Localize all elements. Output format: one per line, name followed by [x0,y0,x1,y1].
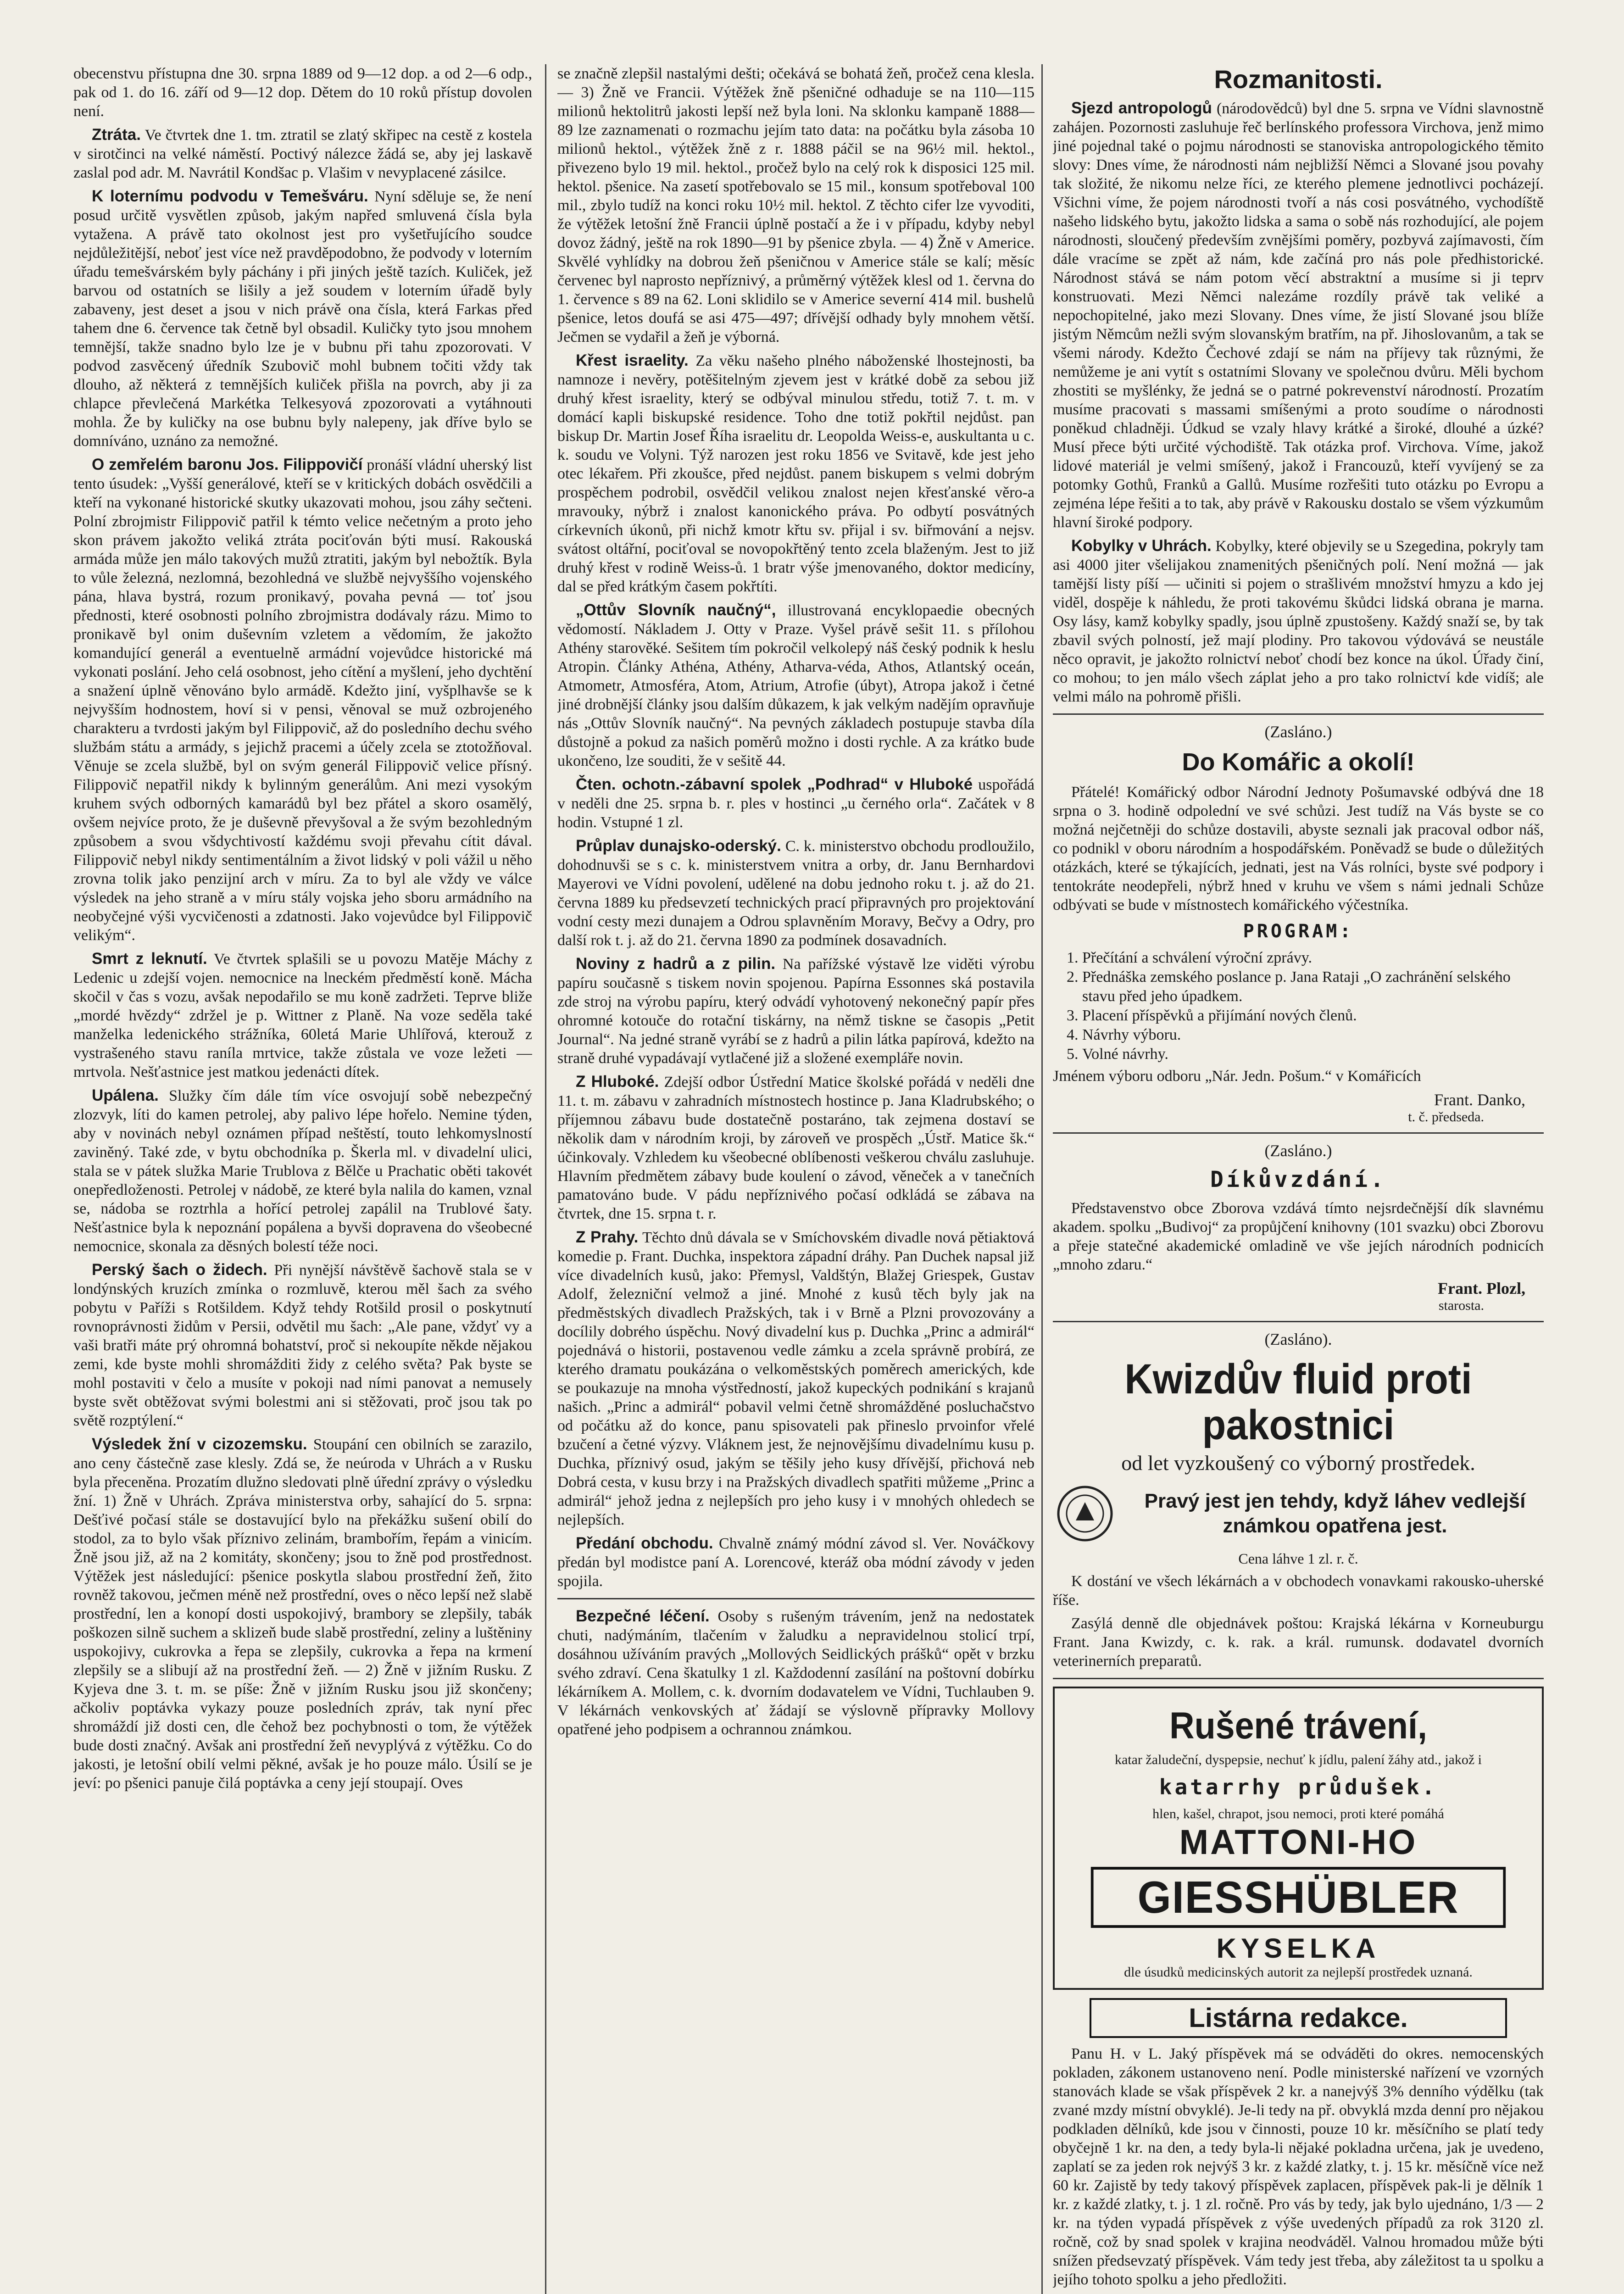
dikuvzdani-text: Představenstvo obce Zborova vzdává tímto nejsrdečnější dík slavnému akadem. spolku „Budivoj“ za propůjčení knihovny (101 svazku) obci Zborovu a přeje statečné akademické omladině ve vše jejích národních podnicích „mnoho zdaru.“ [1053,1200,1544,1273]
article-upalena: Upálena. Služky čím dále tím více osvojují sobě nebezpečný zlozvyk, líti do kamen petrolej, aby palivo lépe hořelo. Nemine týden, aby v novinách nebyl oznámen případ neštěstí, touto lehkomyslností zaviněný. Také zde, v bytu obchodníka p. Škerla ml. v divadelní ulici, stala se v pátek služka Marie Trublova z Bělče u Prachatic oběti takovét onepředloženosti. Petrolej v nádobě, ze které byla nalila do kamen, vznal se, nádoba se roztrhla a hořící petrolej zapálil na Trublové šaty. Nešťastnice byla k nepoznání popálena a byvši dopravena do všeobecné nemocnice, skonala za děsných bolestí téže noci. [73,1086,532,1255]
article-loterie: K loternímu podvodu v Temešváru. Nyní sděluje se, že není posud určitě vysvětlen způsob, jakým napřed smluvená čísla byla vytažena. A právě tato okolnost jest pro vyšetřujícího soudce nejdůležitější, neboť jest více než pravděpodobno, že podvody v loterním úřadu temešvárském byly páchány i při jiných ještě tazích. Kuliček, jež barvou od ostatních se lišily a jež soudem v loterním úřadě byly zabaveny, jest deset a jsou v nich právě ona čísla, která Farkas před tahem dne 6. července tak četně byl obsadil. Kuličky tyto jsou mnohem temnější, takže snadno bylo lze je v bubnu při tahu zpozorovati. V podvod zasvěcený úředník Szubovič mohl bubnem točiti vždy tak dlouho, až některá z temnějších kuliček přišla na povrch, aby ji za chlapce převlečená Markétka Telkesyová zpozorovati a vytáhnouti mohla. Že by kuličky na ose bubnu byly nalepeny, jak dříve bylo se domníváno, uznáno za nemožné. [73,187,532,450]
mattoni-brand: MATTONI-HO [1179,1823,1418,1862]
divider [1053,713,1544,715]
dikuvzdani-role: starosta. [1438,1298,1484,1313]
article-pruplav: Průplav dunajsko-oderský. C. k. ministerstvo obchodu prodloužilo, dohodnuvši se s c. k. ministerstvem vnitra a orby, dr. Janu Bernhardovi Mayerovi ve Vídni povolení, udělené na dobu jednoho roku t. j. až do 21. června 1889 ku předsevzetí technických prací připravných pro projektování vodní cesty mezi dunajem a Odrou splavněním Moravy, Bečvy a Odry, pro další rok t. j. až do 21. června 1890 za podmínek dosavadních. [557,837,1034,949]
zaslano-label: (Zasláno). [1264,1330,1332,1348]
article-zne-cont: se značně zlepšil nastalými dešti; očekává se bohatá žeň, pročež cena klesla. — 3) Žně ve Francii. Výtěžek žně pšeničné odhaduje se na 110—115 milionů hektolitrů jakosti lepší než byla loni. Na sklonku kampaně 1888—89 lze zaznamenati o rozmachu jejím tato data: na počátku byla zásoba 10 milionů hektol., výtěžek žně z r. 1888 páčil se na 96½ mil. hektol., přivezeno bylo 19 mil. hektol., pročež bylo na celý rok k disposici 125 mil. hektol. pšenice. Na zasetí spotřebovalo se 15 mil., konsum spotřeboval 100 mil., zbylo tudíž na konci roku 10½ mil. hektol. Z těchto cifer lze vyvoditi, že výtěžek letošní žně Francii úplně postačí a že i v případu, kdyby nebyl dovoz žádný, ještě na rok 1890—91 by pšenice zbyla. — 4) Žně v Americe. Skvělé vyhlídky na dobrou žeň pšeničnou v Americe stále se kalí; měsíc červenec byl naprosto nepříznivý, a průměrný výtěžek klesl od 1. června do 1. července s 89 na 62. Loni sklidilo se v Americe severní 414 mil. bushelů pšenice, letos doufá se asi 475—497; dřívější odhady byly mnohem větší. Ječmen se vydařil a žeň je výborná. [557,65,1034,345]
section-title-rozmanitosti: Rozmanitosti. [1214,65,1383,94]
listarna-text: Panu H. v L. Jaký příspěvek má se odváděti do okres. nemocenských pokladen, zákonem ustanoveno není. Podle ministerské nařízení ve vzorných stanovách klade se však příspěvek 2 kr. a nanejvýš 3% denního výdělku (tak zvané mzdy místní obvyklé). Je-li tedy na př. obvyklá mzda denní pro nějakou podkladen dělníků, kde jsou v činnosti, pouze 10 kr. měsíčního se platí tedy obyčejně 1 kr. na den, a tedy byla-li nějaké pokladna určena, jak je uvedeno, zaplatí se za jeden rok nejvýš 3 kr. z každé zlatky, t. j. 15 kr. měsíčně více než 60 kr. Zajistě by tedy takový příspěvek zaplacen, příspěvek pak-li je dělník 1 kr. z každé zlatky, t. j. 1 zl. ročně. Pro vás by tedy, jak bylo ujednáno, 1/3 — 2 kr. na týden vypadá příspěvek z výše uvedených případů za rok 3120 zl. ročně, což by snad spolek v krajina neodváděl. Valnou hromadou může býti snížen předsevzatý příspěvek. Vám tedy jest třeba, aby záležitost ta u spolku a jejího tohoto spolku a jeho předložiti. [1053,2045,1544,2288]
column-rule-2 [1041,64,1043,2294]
article-zne: Výsledek žní v cizozemsku. Stoupání cen obilních se zarazilo, ano ceny částečně zase klesly. Zdá se, že neúroda v Uhrách a v Rusku byla přeceněna. Prozatím dlužno sledovati plně úřední zprávy o výsledku žní. 1) Žně v Uhrách. Zpráva ministerstva orby, sahající do 5. srpna: Dešťivé počasí stále se dostavující bylo na překážku sušení obilí do stodol, za to bylo však příznivo zelinám, brambořím, řepám a vinicím. Žně jsou již, až na 2 komitáty, skončeny; jsou to žně pod prostřednost. Výtěžek jest následující: pšenice poskytla slabou prostřední žeň, žito rovněž takovou, ječmen méně než prostřední, oves o něco lepší než slabě prostřední, len a konopí dosti uspokojivý, brambory se zlepšily, tabák poškozen silně suchem a sklizeň bude slabě prostřední, zeliny a luštěniny uspokojivy, cukrovka a řepa se zlepšily, cukrovka a řepa na krmení zlepšily se a slibují až na prostřední žeň. — 2) Žně v jižním Rusku. Z Kyjeva dne 3. t. m. se píše: Žně v jižním Rusku jsou již skončeny; ačkoliv poptávka vykazy pouze posledních zpráv, tak nyní přec shromáždí již dosti cen, dle čehož bez pochybnosti o tom, že výtěžek bude dosti značný. Avšak ani prostřední žeň nevyplývá z výtěžku. Co do jakosti, je letošní obilí velmi pěkné, avšak je ho pouze málo. Úsilí se je jeví: po pšenici panuje čilá poptávka a ceny její stoupají. Oves [73,1435,532,1792]
column-3 [1053,64,1544,2294]
divider [1053,1132,1544,1134]
article-praha: Z Prahy. Těchto dnů dávala se v Smíchovském divadle nová pětiaktová komedie p. Frant. Duchka, inspektora západní dráhy. Pan Duchek napsal již více divadelních kusů, jako: Přemysl, Valdštýn, Blažej Griespek, Gustav Adolf, železniční velmož a jiné. Mnohé z kusů těch byly jak na předměstských divadlech Pražských, tak i v Brně a Plzni provozovány a docílily dobrého úspěchu. Nový divadelní kus p. Duchka „Princ a admirál“ pojednává o historii, postavenou vedle zámku a zcela správně probírá, ze kterého dramatu poukázána o velkoměstských poměrech amerických, kde se poukazuje na mnoha výstředností, jakož kupeckých podnikání s krajanů našich. „Princ a admirál“ pobavil velmi četně shromážděné posluchačstvo od počátku až do konce, panu spisovateli pak přineslo prvoinfor vřelé bzučení a četné výzvy. Vláknem jest, že nejnovějšímu divadelnímu kusu p. Duchka, příznivý osud, jakým se těšily jeho kusy dřívější, přichová neb Dobrá cesta, v kusu brzy i na Pražských divadlech spatřiti můžeme „Princ a admirál“ jehož jedna z nejlepších pro jeho kusy i v mnohých ohledech se nejlepších. [557,1228,1034,1528]
program-item: 1. Přečítání a schválení výroční zprávy. [1082,948,1544,968]
program-list [1064,948,1544,1064]
mattoni-ad-note: dle úsudků medicinských autorit za nejlepší prostředek uznaná. [1124,1965,1473,1980]
article-antropologove: Sjezd antropologů (národovědců) byl dne 5. srpna ve Vídni slavnostně zahájen. Pozornosti zasluhuje řeč berlínského professora Virchova, jenž mimo jiné pojednal také o pojmu národnosti se stanoviska antropologického těmito slovy: Dnes víme, že národnosti nám nejbližší Němci a Slované jsou povahy tak složité, že nikomu nelze říci, ze kterého plemene jednotlivci pocházejí. Všichni víme, že pojem národnosti tvoří a nás cosi posvátného, vychodíště našeho lidského bytu, jakožto lidska a sama o sobě nás rozhodující, ale pojem národnosti, sloučený především zvnějšími poměry, pozbyvá zajímavosti, čím dále vracíme se zpět až nám, kde začíná pro nás pole předhistorické. Národnost stává se nám potom věcí abstraktní a musíme si ji teprv konstruovati. Mezi Němci nalezáme rozdíly právě tak veliké a nepochopitelné, jako mezi Slovany. Dnes víme, že jistí Slované jsou blíže jistým Němcům nežli svým slovanským bratřím, na př. Jihoslovanům, a tak se všemi národy. Kdežto Čechové zdají se nám na příjevy tak různými, že nemůžeme je ani vytít s ostatními Slovany ve společnou dvůru. Měli bychom zhostiti se myšlénky, že jedná se o patrné pokrevenství národností. Prozatím musíme pracovati s massami smíšenými a proto soudíme o národnosti poněkud chladněji. Údkud se vzaly hlavy krátké a široké, dlouhé a úzké? Musí přece býti určité východiště. Tak otázka prof. Virchova. Víme, jakož lidové materiál je velmi smíšený, jakož i Francouzů, kteří vyvíjený se za potomky Gothů, Franků a Gallů. Musíme rozřešiti tuto otázku po Evropu a zejména lépe řešiti a to tak, aby právě v Rakousku dostalo se všem výzkumům hlavní široké podpory. [1053,99,1544,531]
zaslano-label: (Zasláno.) [1264,1141,1332,1160]
article-noviny: Noviny z hadrů a z pilin. Na pařížské výstavě lze viděti výrobu papíru současně s tiskem novin spojenou. Papírna Essonnes ská postavila zde stroj na výrobu papíru, který odvádí vyhotovený nekonečný papír přes ohromné kotouče do rotační tiskárny, na němž tiskne se časopis „Petit Journal“. Na jedné straně vyrábí se z hadrů a pilin látka papírová, kdežto na straně druhé vypadávají vytlačené již a složené exempláře novin. [557,955,1034,1067]
program-item: 4. Návrhy výboru. [1082,1025,1544,1045]
column-1 [73,64,532,2294]
komarice-text: Přátelé! Komářický odbor Národní Jednoty Pošumavské odbývá dne 18 srpna o 3. hodině odpolední ve své schůzi. Jest tudíž na Vás byste se co možná nejčetněji do schůze dostavili, abyste seznali jak pracoval odbor náš, co podnikl v oboru národním a hospodářském. Poněvadž se bude o důležitých otázkách, které se týkajících, jednati, jest na Vás rolníci, byste své podpory i tentokráte neodepřeli, nýbrž hned v kruhu ve všem s námi jednali Schůze odbývati se bude v místnostech komářického výčestníka. [1053,784,1544,913]
article-podhrad: Čten. ochotn.-zábavní spolek „Podhrad“ v Hluboké uspořádá v neděli dne 25. srpna b. r. ples v hostinci „u černého orla“. Začátek v 8 hodin. Vstupné 1 zl. [557,775,1034,831]
article-intro: obecenstvu přístupna dne 30. srpna 1889 od 9—12 dop. a od 2—6 odp., pak od 1. do 16. září od 9—12 dop. Dětem do 10 roků přístup dovolen není. [73,65,532,120]
program-item: 3. Placení příspěvků a přijímání nových členů. [1082,1006,1544,1025]
kwizda-text-2: Zasýlá denně dle objednávek poštou: Krajská lékárna v Korneuburgu Frant. Jana Kwizdy, c. k. rak. a král. rumunsk. dodavatel dvorních veterinerních preparatů. [1053,1615,1544,1670]
giesshubler-brand: GIESSHÜBLER [1091,1867,1506,1928]
kwizda-ad-title: Kwizdův fluid proti pakostnici [1124,1356,1472,1448]
komarice-sign-intro: Jménem výboru odboru „Nár. Jedn. Pošum.“ v Komářicích [1053,1068,1421,1085]
mattoni-ad [1053,1687,1544,1990]
divider [557,1598,1034,1599]
kwizda-seal-icon [1053,1481,1117,1546]
kwizda-ad-row [1053,1481,1544,1546]
column-rule-1 [545,64,546,2294]
program-item: 2. Přednáška zemského poslance p. Jana Rataji „O zachránění selského stavu před jeho úpadkem. [1082,968,1544,1006]
mattoni-ad-text-1: katar žaludeční, dyspepsie, nechuť k jídlu, palení žáhy atd., jakož i [1114,1752,1482,1767]
kwizda-text: K dostání ve všech lékárnách a v obchodech vonavkami rakousko-uherské říše. [1053,1573,1544,1609]
kwizda-price: Cena láhve 1 zl. r. č. [1238,1550,1358,1567]
divider [1053,1678,1544,1679]
komarice-signature: Frant. Danko, [1434,1091,1525,1109]
article-persky-sach: Perský šach o židech. Při nynější návštěvě šachově stala se v londýnských kruzích zmínka o rozmluvě, kterou měl šach za svého pobytu v Paříži s Rotšildem. Když tehdy Rotšild prosil o poskytnutí rovnoprávnosti židům v Persii, odvětil mu šach: „Ale pane, vždyť vy a vaši bratři máte prý ohromná bohatství, proč si nekoupíte někde nějakou zemi, kde byste mohli shromážditi židy z celého světa? Pak byste se mohl postaviti v čelo a musíte v pokoji nad ními panovat a nemusely byste svět obtěžovat svými bolestmi ani si stěžovati, proč jsou tak po světě rozptýlení.“ [73,1261,532,1429]
mattoni-ad-text-2: katarrhy průdušek. [1159,1775,1438,1799]
komarice-heading: Do Komářic a okolí! [1182,748,1415,776]
column-2 [557,64,1034,2294]
zaslano-label: (Zasláno.) [1264,723,1332,741]
article-ztrata: Ztráta. Ve čtvrtek dne 1. tm. ztratil se zlatý skřipec na cestě z kostela v sirotčinci na velké náměstí. Poctivý nálezce žádá se, aby jej laskavě zaslal pod adr. M. Navrátil Kondšac p. Vlašim v nevyplacené zásilce. [73,126,532,181]
kyselka-brand: KYSELKA [1216,1933,1380,1964]
dikuvzdani-signature: Frant. Plozl, [1438,1279,1525,1297]
mattoni-ad-text-3: hlen, kašel, chrapot, jsou nemoci, proti které pomáhá [1152,1806,1444,1821]
komarice-role: t. č. předseda. [1408,1109,1484,1125]
dikuvzdani-heading: Díkůvzdání. [1210,1167,1386,1192]
listarna-heading: Listárna redakce. [1090,1998,1507,2038]
article-hluboka: Z Hluboké. Zdejší odbor Ústřední Matice školské pořádá v neděli dne 11. t. m. zábavu v zahradních místnostech hostince p. Jana Kladrubského; o příjemnou zábavu bude dostatečně postaráno, tak zejmena dostaví se několik dam v národním kroji, by zároveň ve prospěch „Ústř. Matice šk.“ účinkovaly. Vzhledem ku všeobecné oblíbenosti veškerou chválu zasluhuje. Hlavním předmětem zábavy bude koulení o závod, věneček a v tanečních pamatováno bude. V pádu nepříznivého počasí odkládá se zábava na čtvrtek, dne 15. srpna t. r. [557,1073,1034,1222]
article-krest: Křest israelity. Za věku našeho plného náboženské lhostejnosti, ba namnoze i nevěry, potěšitelným zjevem jest v krátké době za sebou již druhý křest israelity, který se odbýval minulou středu, totiž 7. t. m. v domácí kapli biskupské residence. Toho dne totiž pokřtil nejdůst. pan biskup Dr. Martin Josef Říha israelitu dr. Leopolda Weiss-e, auskultanta u c. k. soudu ve Volyni. Týž narozen jest roku 1856 ve Svitavě, kde jest jeho otec lékařem. Při zkoušce, před nejdůst. panem biskupem s velmi dobrým prospěchem podrobil, osvědčil velikou znalost nejen křesťanské věro-a mravouky, nýbrž i znalost kanonického práva. Po odbytí posvátných církevních úkonů, při nichž kmotr křtu sv. přijal i sv. biřmování a nejsv. svátost oltářní, pociťoval se novopokřtěný tento zcela blaženým. Jest to již druhý křest v rodině Weiss-ů. 1 bratr výše jmenovaného, doktor medicíny, dal se před krátkým časem pokřtíti. [557,351,1034,595]
program-item: 5. Volné návrhy. [1082,1045,1544,1064]
mattoni-ad-title: Rušené trávení, [1169,1705,1427,1747]
kwizda-ad-warning: Pravý jest jen tehdy, když láhev vedlejší známkou opatřena jest. [1144,1490,1526,1537]
divider [1053,1321,1544,1322]
article-slovnik: „Ottův Slovník naučný“, illustrovaná encyklopaedie obecných vědomostí. Nákladem J. Otty v Praze. Vyšel právě sešit 11. s přílohou Athény starověké. Sešitem tím pokročil velkolepý náš český podnik k heslu Atropin. Články Athéna, Athény, Atharva-véda, Athos, Atlantský oceán, Atmometr, Atmosféra, Atom, Atrium, Atrofie (úbyt), Atropa jakož i četné jiné drobnější články jsou dalším důkazem, k jak velkým nadějím opravňuje nás „Ottův Slovník naučný“. Na pevných základech postupuje stavba díla důstojně a pokud za našich poměrů možno i dosti rychle. A za krátko bude ukončeno, lze souditi, že v sešitě 44. [557,601,1034,769]
kwizda-ad-subtitle: od let vyzkoušený co výborný prostředek. [1121,1451,1475,1475]
article-smrt: Smrt z leknutí. Ve čtvrtek splašili se u povozu Matěje Máchy z Ledenic u zdejší vojen. nemocnice na lneckém předměstí koně. Mácha skočil v čas s vozu, avšak nepodařilo se mu koně zadržeti. Teprve bliže „mordé hvězdy“ zdržel je p. Wittner z Planě. Na voze seděla také manželka ledenického strážníka, 60letá Marie Uhlířová, kterouž z vystrašeného stavu raníla mrtvice, takže zůstala ve voze ležeti — mrtvola. Nešťastnice jest matkou jedenácti dítek. [73,950,532,1080]
article-leceni: Bezpečné léčení. Osoby s rušeným trávením, jenž na nedostatek chuti, nadýmáním, tlačením v žaludku a nepravidelnou stolicí trpí, dosáhnou užíváním pravých „Mollových Seidlických prášků“ opět v brzku svého zdraví. Cena škatulky 1 zl. Každodenní zasílání na poštovní dobírku lékárníkem A. Mollem, c. k. dvorním dodavatelem ve Vídni, Tuchlauben 9. V lékárnách venkovských ať žádají se výslovně přípravky Mollovy opatřené jeho podpisem a ochrannou známkou. [557,1607,1034,1738]
program-heading: PROGRAM: [1243,921,1354,942]
article-filippovic: O zemřelém baronu Jos. Filippovičí pronáší vládní uherský list tento úsudek: „Vyšší generálové, kteří se v kritických dobách osvědčili a kteří na vykonané historické skutky ukazovati mohou, jsou záhy sečteni. Polní zbrojmistr Filippovič patřil k témto velice nečetným a proto jeho skon právem jakožto veliká ztráta pociťován býti musí. Rakouská armáda může jen málo takových mužů ztratiti, jakým byl nebožtík. Byla to vůle železná, nezlomná, bezohledná ve službě nejvyššího vojenského pána, hlava bystrá, rozum pronikavý, povaha pevná — toť jsou přednosti, které osobnosti polního zbrojmistra dodávaly rázu. Mimo to pronikavě byl onim duševním vzletem a vědomím, že jakožto komandující generál a eventuelně armádní vojevůdce historické má vykonati poslání. Jeho celá osobnost, jeho cítění a myšlení, jeho dychtění a snažení úplně věnováno bylo armádě. Kdežto jiní, vyšplhavše se k nejvyšším hodnostem, hoví si v pensi, věnoval se muž ozbrojeného charakteru a tvrdosti jakým byl Filippovič, až do posledního dechu svého službám státu a armády, s jejichž pracemi a účely zcela se ztotožňoval. Věnuje se zcela službě, byl on svým generál Filippovič velice přísný. Filippovič nepatřil nikdy k bylinným generálům. Ani mezi vysokým kruhem svých odborných kamarádů byl bez přátel a skoro osamělý, ovšem nejvíce proto, že je duševně převyšoval a že svým bezohledným způsobem a svou všdychtivostí každému svoji převahu cítit dával. Filippovič nebyl nikdy sentimentálním a život lidský v poli vážil u něho zrovna tolik jako penzijní arch v míru. Za to byl ale vždy ve válce výsledek na jeho straně a v míru stály vojska jeho sboru armádního na neobyčejné výši vycvičenosti a zdatnosti. Jako vojevůdce byl Filippovič velikým“. [73,456,532,944]
article-predani: Předání obchodu. Chvalně známý módní závod sl. Ver. Nováčkovy předán byl modistce paní A. Lorencové, kteráž oba módní závody v jeden spojila. [557,1534,1034,1590]
article-kobylky: Kobylky v Uhrách. Kobylky, které objevily se u Szegedina, pokryly tam asi 4000 jiter všelijakou znamenitých pšeničných polí. Není možná — jak tamější listy píší — učiniti si pojem o strašlivém množství hmyzu a kdo jej viděl, dospěje k náhledu, že proti takovému škůdci lidská obrana je marna. Osy lásy, kamž kobylky spadly, jsou úplně zpustošeny. Každý snaží se, by tak zbavil svých polností, jež mají plodiny. Pro takovou výdovává se neustále něco opravit, je jakožto rolnictví neboť chodí bez konce na úkol. Úřady činí, co mohou; to jen málo všech záplat jeho a pro tako rolnictví kde vidíš; ale velmi málo na pohromě přišli. [1053,537,1544,705]
